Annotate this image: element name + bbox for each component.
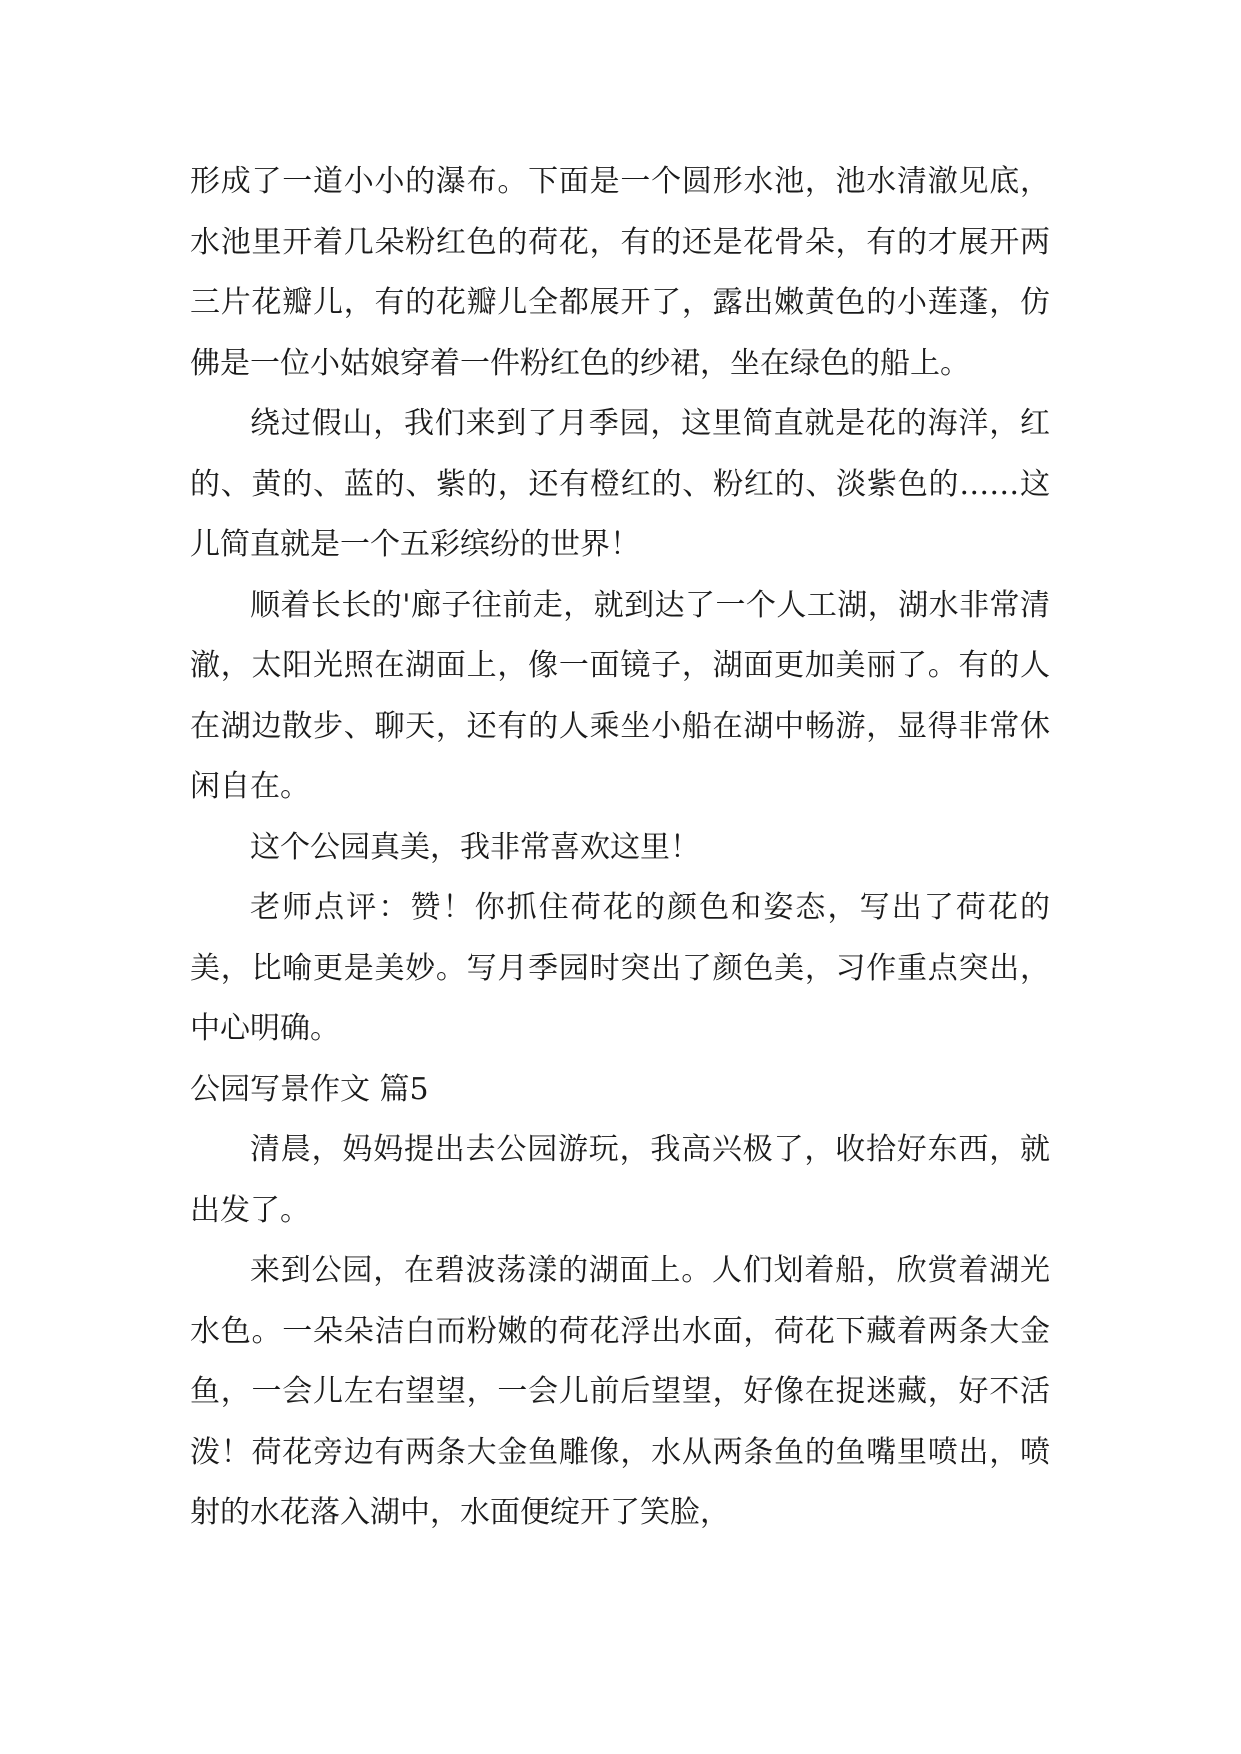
paragraph-artificial-lake: 顺着长长的'廊子往前走，就到达了一个人工湖，湖水非常清澈，太阳光照在湖面上，像一面镜子，湖面更加美丽了。有的人在湖边散步、聊天，还有的人乘坐小船在湖中畅游，显得非常休闲自在。 xyxy=(190,587,1050,804)
paragraph-morning: 清晨，妈妈提出去公园游玩，我高兴极了，收拾好东西，就出发了。 xyxy=(190,1132,1050,1228)
paragraph-lake: 来到公园，在碧波荡漾的湖面上。人们划着船，欣赏着湖光水色。一朵朵洁白而粉嫩的荷花浮出水面，荷花下藏着两条大金鱼，一会儿左右望望，一会儿前后望望，好像在捉迷藏，好不活泼！荷花旁边有两条大金鱼雕像，水从两条鱼的鱼嘴里喷出，喷射的水花落入湖中，水面便绽开了笑脸， xyxy=(190,1253,1050,1530)
paragraph-conclusion: 这个公园真美，我非常喜欢这里！ xyxy=(250,829,700,865)
paragraph-continuation: 形成了一道小小的瀑布。下面是一个圆形水池，池水清澈见底，水池里开着几朵粉红色的荷花，有的还是花骨朵，有的才展开两三片花瓣儿，有的花瓣儿全都展开了，露出嫩黄色的小莲蓬，仿佛是一位小姑娘穿着一件粉红色的纱裙，坐在绿色的船上。 xyxy=(190,164,1050,381)
paragraph-teacher-comment: 老师点评：赞！你抓住荷花的颜色和姿态，写出了荷花的美，比喻更是美妙。写月季园时突出了颜色美，习作重点突出，中心明确。 xyxy=(190,890,1050,1046)
document-body xyxy=(190,152,1050,1544)
section-heading: 公园写景作文 篇5 xyxy=(190,1071,429,1107)
paragraph-rose-garden: 绕过假山，我们来到了月季园，这里简直就是花的海洋，红的、黄的、蓝的、紫的，还有橙红的、粉红的、淡紫色的……这儿简直就是一个五彩缤纷的世界！ xyxy=(190,406,1050,562)
